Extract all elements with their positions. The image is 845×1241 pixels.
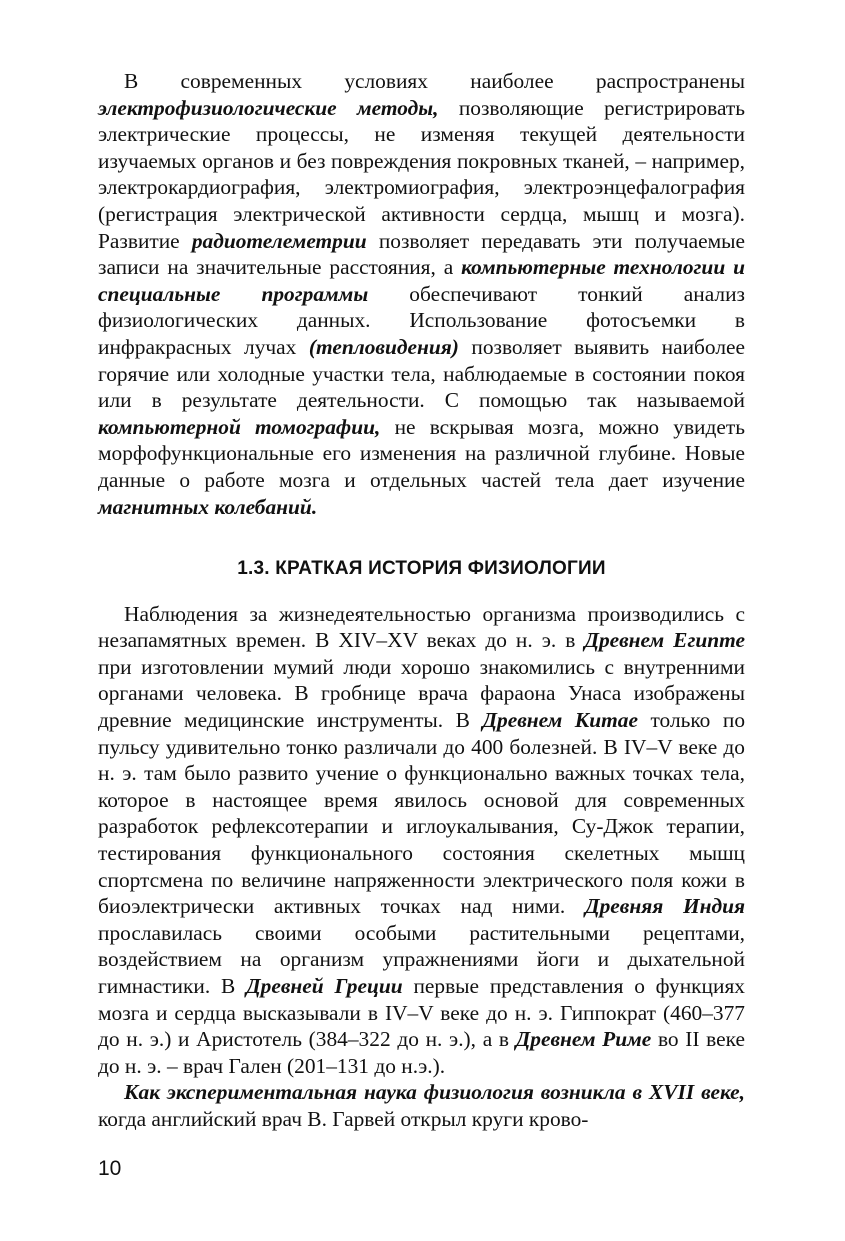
text-run: при изготовлении мумий люди хорошо знакомились с внутренними органами человека. В гробнице врача фараона Унаса изображены древние медицинские инструменты. В: [98, 654, 745, 733]
emphasis-term: (тепловидения): [308, 334, 459, 359]
page-number: 10: [98, 1157, 122, 1180]
emphasis-term: магнитных колебаний.: [98, 494, 318, 519]
text-run: первые представления о функциях мозга и сердца высказывали в IV–V веке до н. э. Гиппократ (460–377 до н. э.) и Аристотель (384–322 до н. э.), а в: [98, 974, 745, 1052]
paragraph-p2: [98, 601, 745, 1080]
emphasis-term: Древнем Китае: [482, 708, 638, 733]
text-run: обеспечивают тонкий анализ физиологических данных. Использование фотосъемки в инфракрасных лучах: [98, 281, 745, 359]
text-run: Наблюдения за жизнедеятельностью организма производились с незапамятных времен. В XIV–XV веках до н. э. в: [98, 601, 745, 653]
section-intro: [98, 68, 745, 520]
section-history: [98, 601, 745, 1133]
emphasis-term: компьютерные технологии и специальные программы: [98, 255, 745, 306]
text-run: во II веке до н. э. – врач Гален (201–131 до н.э.).: [98, 1027, 746, 1078]
emphasis-term: Древней Греции: [246, 974, 403, 998]
paragraph-p1: [98, 68, 745, 520]
text-run: В современных условиях наиболее распространены: [124, 69, 745, 93]
text-run: позволяет выявить наиболее горячие или холодные участки тела, наблюдаемые в состоянии покоя или в результате деятельности. С помощью так называемой: [98, 334, 745, 413]
paragraph-p3: [98, 1079, 745, 1132]
emphasis-term: радиотелеметрии: [191, 228, 367, 253]
page-body: [98, 68, 745, 1133]
emphasis-term: Древнем Египте: [584, 628, 745, 653]
text-run: когда английский врач В. Гарвей открыл круги крово-: [98, 1106, 589, 1131]
text-run: позволяет передавать эти получаемые записи на значительные расстояния, а: [98, 228, 745, 280]
text-run: только по пульсу удивительно тонко различали до 400 болезней. В IV–V веке до н. э. там было развито учение о функционально важных точках тела, которое в настоящее время явилось основой для современных разработок рефлексотерапии и иглоукалывания, Су-Джок терапии, тестирования функционального состояния скелетных мышц спортсмена по величине напряженности электрического поля кожи в биоэлектрически активных точках над ними.: [98, 708, 746, 919]
emphasis-term: компьютерной томографии,: [98, 414, 381, 439]
emphasis-term: электрофизиологические методы,: [98, 95, 439, 120]
emphasis-term: Древнем Риме: [515, 1027, 652, 1052]
emphasis-term: Как экспериментальная наука физиология возникла в XVII веке,: [124, 1080, 745, 1105]
text-run: позволяющие регистрировать электрические процессы, не изменяя текущей деятельности изучаемых органов и без повреждения покровных тканей, – например, электрокардиография, электромиография, электроэнцефалография (регистрация электрической активности сердца, мышц и мозга). Развитие: [98, 95, 745, 253]
section-heading: 1.3. КРАТКАЯ ИСТОРИЯ ФИЗИОЛОГИИ: [237, 558, 606, 580]
text-run: не вскрывая мозга, можно увидеть морфофункциональные его изменения на различной глубине. Новые данные о работе мозга и отдельных частей тела дает изучение: [98, 414, 745, 492]
text-run: прославилась своими особыми растительными рецептами, воздействием на организм упражнениями йоги и дыхательной гимнастики. В: [98, 920, 745, 998]
emphasis-term: Древняя Индия: [584, 894, 745, 919]
